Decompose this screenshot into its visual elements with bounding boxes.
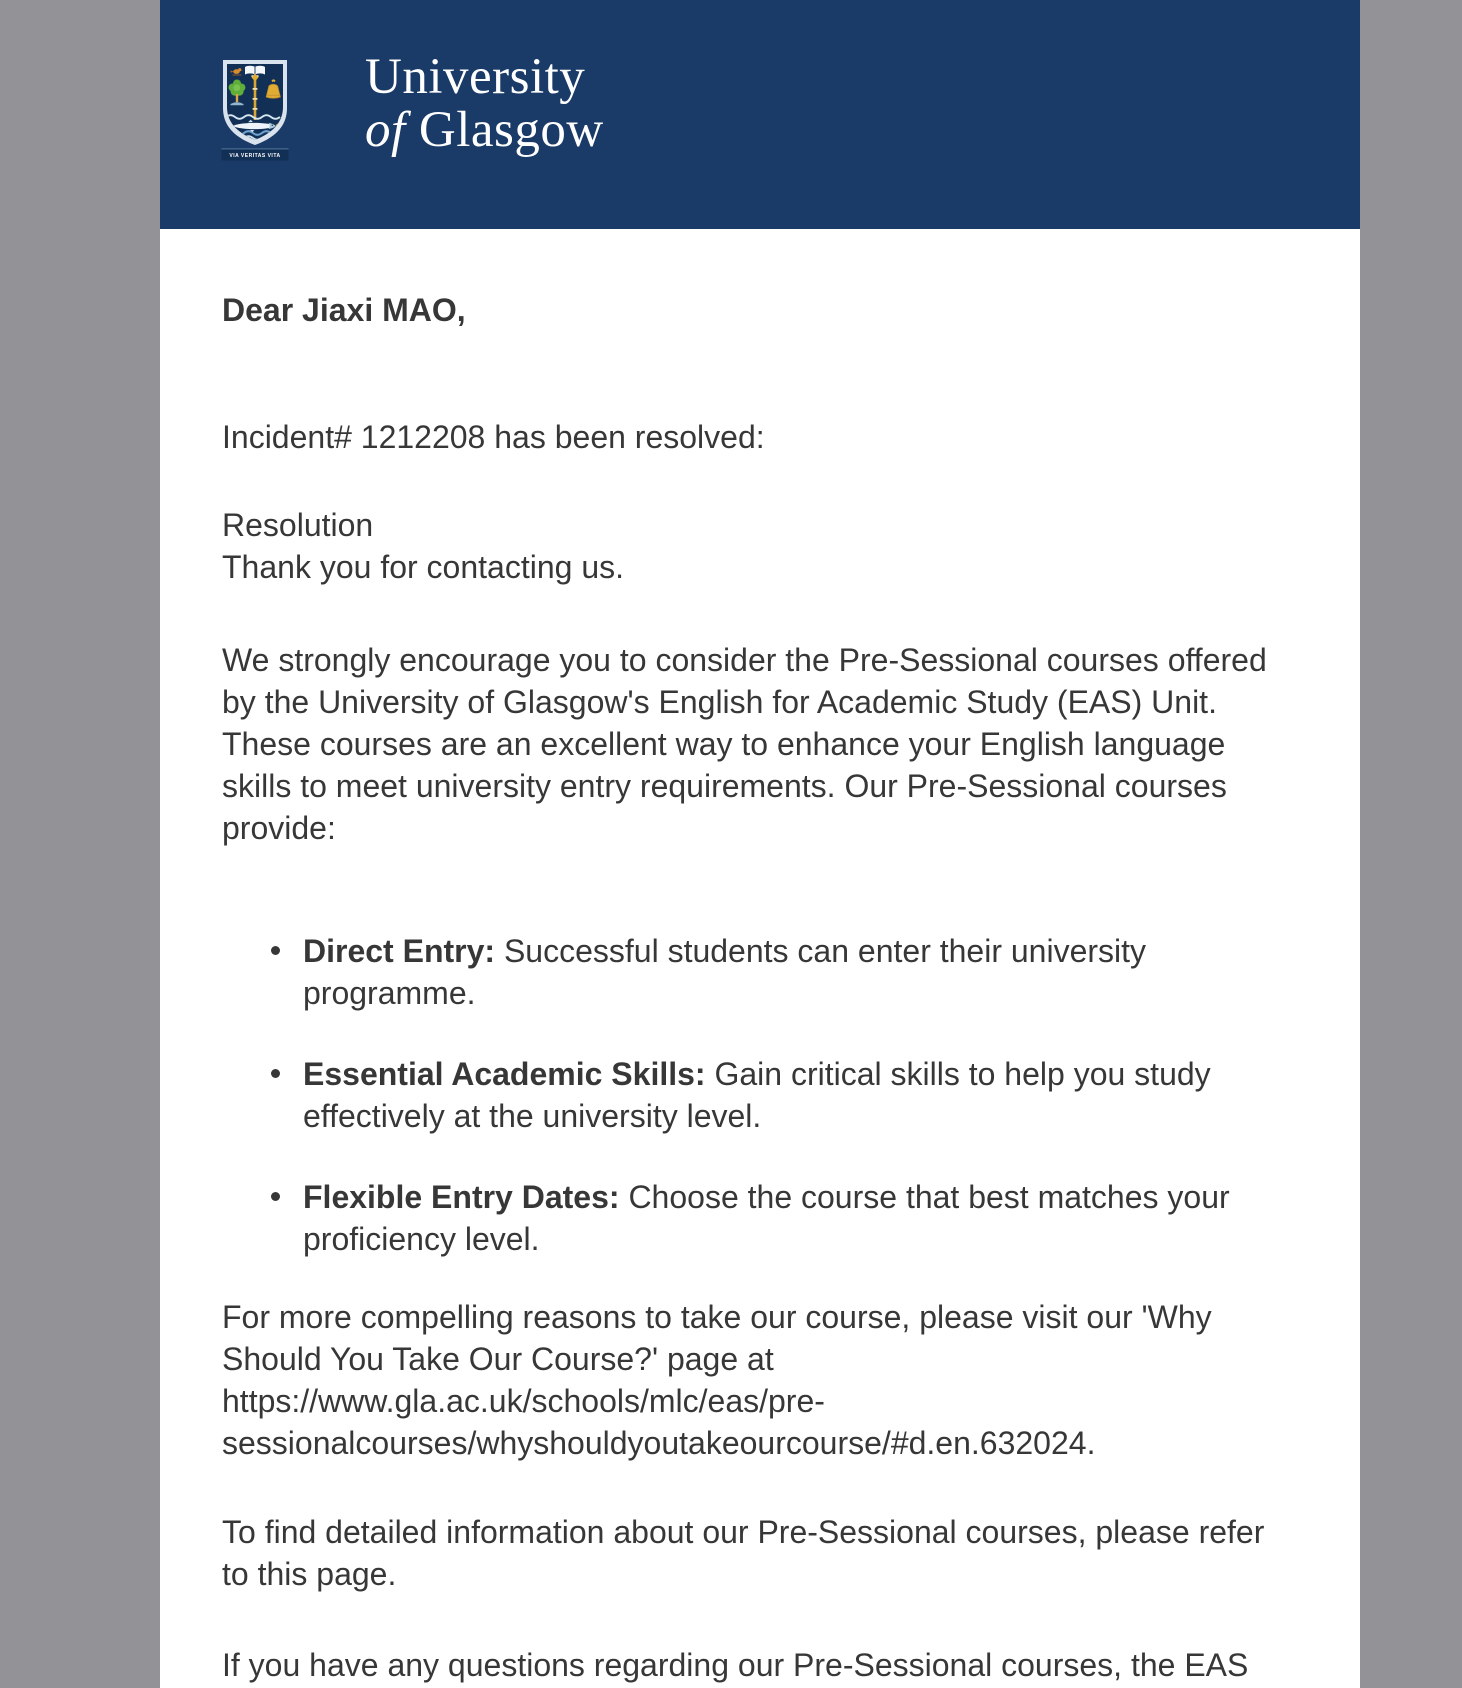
university-wordmark xyxy=(365,51,604,157)
resolution-label: Resolution xyxy=(222,507,374,543)
email-body xyxy=(160,229,1360,1686)
crest-motto-text: VIA VERITAS VITA xyxy=(229,152,281,159)
bullet-label: Flexible Entry Dates: xyxy=(303,1179,620,1215)
bullet-text: Choose the course that best matches your proficiency level. xyxy=(303,1179,1230,1257)
resolution-block xyxy=(222,504,1287,588)
university-of-glasgow-logo xyxy=(220,49,604,161)
bullet-label: Direct Entry: xyxy=(303,933,496,969)
email-content-column xyxy=(160,0,1360,1688)
resolution-thanks: Thank you for contacting us. xyxy=(222,549,624,585)
detailed-info-paragraph: To find detailed information about our Pre-Sessional courses, please refer to this page. xyxy=(222,1514,1265,1592)
incident-resolved-line: Incident# 1212208 has been resolved: xyxy=(222,419,765,455)
bullet-item-academic-skills xyxy=(222,1053,1287,1137)
intro-paragraph: We strongly encourage you to consider the Pre-Sessional courses offered by the University of Glasgow's English for Academic Study (EAS) Unit. These courses are an excellent way to enhance your English language skills to meet university entry requirements. Our Pre-Sessional courses provide: xyxy=(222,642,1267,846)
greeting-line: Dear Jiaxi MAO, xyxy=(222,292,466,328)
bullet-item-entry-dates xyxy=(222,1176,1287,1260)
bullet-text: Successful students can enter their university programme. xyxy=(303,933,1147,1011)
university-crest-icon xyxy=(220,58,290,161)
wordmark-glasgow: Glasgow xyxy=(418,102,604,158)
bullet-item-direct-entry xyxy=(222,930,1287,1014)
bullet-text: Gain critical skills to help you study effectively at the university level. xyxy=(303,1056,1211,1134)
wordmark-of: of xyxy=(365,102,406,158)
questions-paragraph: If you have any questions regarding our Pre-Sessional courses, the EAS xyxy=(222,1647,1249,1683)
wordmark-line2 xyxy=(365,104,604,157)
course-benefits-list xyxy=(222,930,1287,1260)
more-info-paragraph: For more compelling reasons to take our course, please visit our 'Why Should You Take Our Course?' page at https://www.gla.ac.uk/schools/mlc/eas/pre-sessionalcourses/whyshouldyoutakeourcourse/#d.en.632024. xyxy=(222,1299,1212,1461)
email-header xyxy=(160,0,1360,229)
bullet-label: Essential Academic Skills: xyxy=(303,1056,706,1092)
wordmark-line1: University xyxy=(365,49,586,105)
